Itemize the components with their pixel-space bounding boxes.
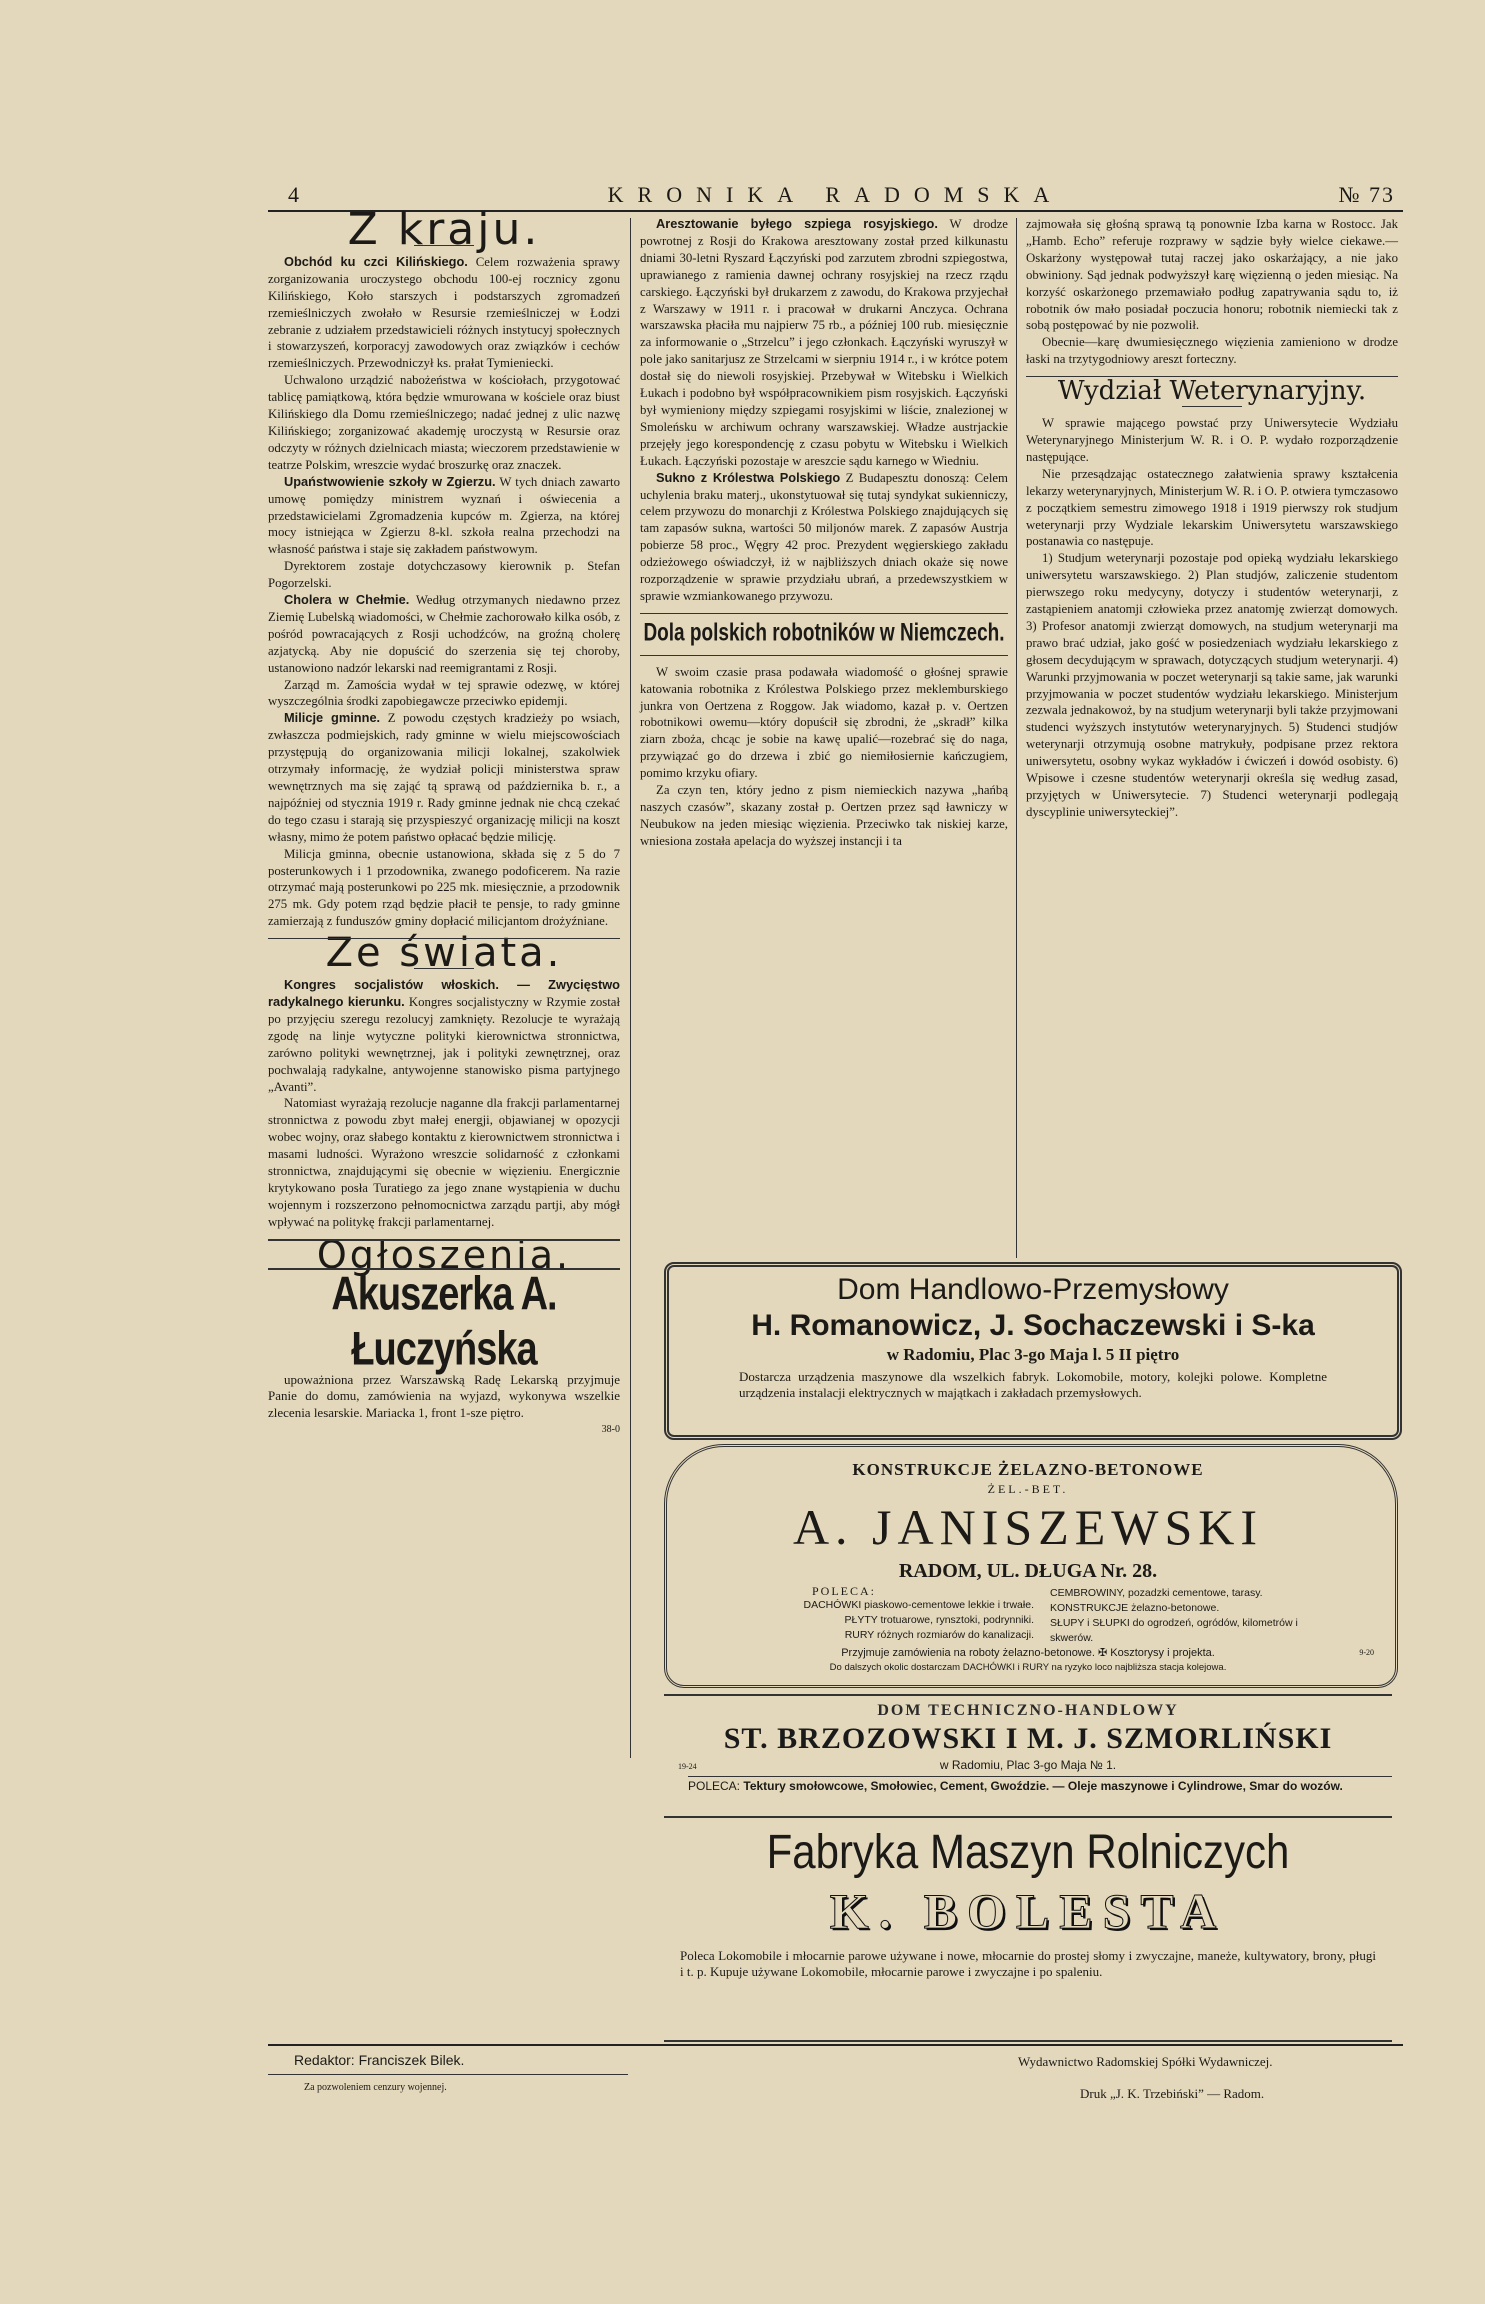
ad-brzozowski xyxy=(664,1694,1392,1808)
ornament-rule xyxy=(1182,406,1242,407)
ad-janiszewski-top: KONSTRUKCJE ŻELAZNO-BETONOWE xyxy=(852,1460,1204,1479)
article-text: Dyrektorem zostaje dotychczasowy kierownik p. Stefan Pogorzelski. xyxy=(268,559,620,591)
ad-code: 19-24 xyxy=(678,1762,697,1771)
section-rule xyxy=(640,655,1008,656)
column-rule xyxy=(630,218,631,1758)
section-title-z-kraju: Z kraju. xyxy=(347,204,541,255)
page-number: 4 xyxy=(288,182,301,207)
ad-janiszewski-bottom2: Do dalszych okolic dostarczam DACHÓWKI i RURY na ryzyko loco najbliższa stacja kolejowa. xyxy=(829,1662,1227,1673)
article-zgierz xyxy=(268,474,620,559)
footer-rule xyxy=(268,2044,1403,2046)
ad-bolesta-text: Poleca Lokomobile i młocarnie parowe używane i nowe, młocarnie do prostej słomy i zwyczajne, maneże, kultywatory, brony, pługi i t. p. Kupuje używane Lokomobile, młocarnie parowe i zwyczajne i po spaleniu. xyxy=(680,1948,1376,1979)
ad-janiszewski-bottom1: Przyjmuje zamówienia na roboty żelazno-betonowe. ✠ Kosztorysy i projekta. xyxy=(841,1647,1215,1659)
article-title: Milicje gminne. xyxy=(284,710,381,726)
article-title: Cholera w Chełmie. xyxy=(284,592,410,608)
section-title-ogloszenia: Ogłoszenia. xyxy=(316,1232,572,1277)
section-rule xyxy=(640,613,1008,614)
section-rule xyxy=(1026,376,1398,377)
ad-brzozowski-items xyxy=(688,1776,1392,1793)
ad-janiszewski-name: A. JANISZEWSKI xyxy=(792,1499,1264,1555)
article-title: Sukno z Królestwa Polskiego xyxy=(656,469,841,485)
article-kilinski xyxy=(268,254,620,372)
article-text: W drodze powrotnej z Rosji do Krakowa aresztowany został przed kilkunastu dniami 30-letni Ryszard Łączyński pod zarzutem zbrodni szpiegostwa, uprawianego z ramienia dawnej ochrany rosyjskiej na rzecz rządu carskiego. Łączyński był drukarzem z zawodu, do Krakowa przyjechał z Warszawy w 1911 r. i pracował w drukarni Anczyca. Ochrana warszawska płaciła mu najpierw 75 rb., a później 100 rub. miesięcznie za informowanie o „Strzelcu” i jego członkach. Łączyński wyruszył w pole jako sanitarjusz ze Strzelcami w sierpniu 1914 r., i w krótce potem dostał się do niewoli rosyjskiej. Przebywał w Witebsku i Wielkich Łukach i podobno był współpracownikiem pism rosyjskich. Łączyński był wymieniony między szpiegami rosyjskimi w liście, znalezionej w Smoleńsku w archiwum ochrany warszawskiej. Władze austrjackie przejęły jego korespondencję z czasu pobytu w Witebsku i Wielkich Łukach. Łączyński pozostaje w areszcie sądu karnego w Wiedniu. xyxy=(640,217,1008,468)
footer-editor: Redaktor: Franciszek Bilek. xyxy=(294,2052,465,2068)
newspaper-sheet xyxy=(268,182,1403,2164)
section-rule xyxy=(268,938,620,939)
ad-line: SŁUPY i SŁUPKI do ogrodzeń, ogródów, kilometrów i skwerów. xyxy=(1050,1617,1298,1644)
section-title-weterynaryjny: Wydział Weterynaryjny. xyxy=(1057,376,1367,407)
ad-romanowicz xyxy=(664,1262,1402,1440)
ad-janiszewski xyxy=(664,1444,1392,1682)
article-sukno xyxy=(640,470,1008,605)
article-text: W sprawie mającego powstać przy Uniwersytecie Wydziału Weterynaryjnego Ministerjum W. R. i O. P. wydało rozporządzenie następujące. xyxy=(1026,416,1398,464)
article-kongres xyxy=(268,977,620,1095)
column-3 xyxy=(1026,216,1398,821)
column-1 xyxy=(268,204,621,1439)
footer-printer: Druk „J. K. Trzebiński” — Radom. xyxy=(1080,2086,1265,2101)
article-milicje xyxy=(268,710,620,845)
article-text: Nie przesądzając ostatecznego załatwienia sprawy kształcenia lekarzy weterynaryjnych, Ministerjum W. R. i O. P. otwiera tymczasowo z początkiem semestru zimowego 1918 i 1919 pierwszy rok studjum weterynarji przy Wydziale lekarskim Uniwersytetu warszawskiego postanawia co następuje. xyxy=(1026,466,1398,549)
article-text: zajmowała się głośną sprawą tą ponownie Izba karna w Rostocc. Jak „Hamb. Echo” referuje rozprawy w sądzie były wielce ciekawe.—Oskarżony występował tutaj raczej jako oskarżający, a nie jako obwiniony. Sąd jednak podwyższył karę więzienną o jeden miesiąc. Na korzyść oskarżonego przemawiało podług zapatrywania sądu to, iż robotnik ów mało posiadał poczucia honoru; robotnik niemiecki tak z sobą postępować by nie pozwolił. xyxy=(1026,217,1398,333)
footer-censorship: Za pozwoleniem cenzury wojennej. xyxy=(304,2082,447,2093)
column-rule xyxy=(1016,218,1017,1258)
article-text: Celem rozważenia sprawy zorganizowania uroczystego obchodu 100-ej rocznicy zgonu Kilińskiego, Koło starszych i podstarszych zgromadzeń rzemieślniczych zwołało w Resursie rzemieślniczej w Łodzi zebranie z udziałem przedstawicieli różnych instytucyj społecznych i stowarzyszeń, korporacyj zawodowych oraz związków i cechów rzemieślniczych. Przewodniczył ks. prałat Tymieniecki. xyxy=(268,254,620,371)
article-title-dola: Dola polskich robotników w Niemczech. xyxy=(643,619,1005,647)
ad-janiszewski-address: RADOM, UL. DŁUGA Nr. 28. xyxy=(898,1560,1158,1582)
article-text: Według otrzymanych niedawno przez Ziemię Lubelską wiadomości, w Chełmie zachorowało kilka osób, z pośród powracających z Rosji uchodźców, na groźną cholerę azjatycką. Aby nie dopuścić do szerzenia się tej choroby, ustanowiono nadzór lekarski nad reemigrantami z Rosji. xyxy=(268,593,620,675)
ad-line: KONSTRUKCJE żelazno-betonowe. xyxy=(1050,1602,1220,1614)
article-text: W tych dniach zawarto umowę pomiędzy ministrem wyznań i oświecenia a przedstawicielami Zgromadzenia kupców m. Zgierza, na której mocy istniejąca w Zgierzu 8-kl. szkoła realna przechodzi na własność państwa i staje się zakładem państwowym. xyxy=(268,474,620,557)
footer-publisher: Wydawnictwo Radomskiej Spółki Wydawniczej. xyxy=(1018,2054,1273,2069)
ad-brzozowski-poleca: POLECA: xyxy=(688,1779,741,1793)
ad-janiszewski-right xyxy=(1050,1586,1340,1646)
ad-line: PŁYTY trotuarowe, rynsztoki, podrynniki. xyxy=(844,1614,1034,1626)
ad-brzozowski-address: w Radomiu, Plac 3-go Maja № 1. xyxy=(939,1758,1117,1772)
ad-romanowicz-text: Dostarcza urządzenia maszynowe dla wszelkich fabryk. Lokomobile, motory, kolejki polowe. Kompletne urządzenia instalacji elektrycznych w majątkach i zakładach przemysłowych. xyxy=(739,1369,1327,1400)
ad-romanowicz-address: w Radomiu, Plac 3-go Maja l. 5 II piętro xyxy=(886,1345,1180,1364)
article-text: Zarząd m. Zamościa wydał w tej sprawie odezwę, w której wyszczególnia środki zapobiegawcze przeciwko epidemji. xyxy=(268,677,620,709)
section-title-ze-swiata: Ze świata. xyxy=(325,930,563,977)
ad-line: CEMBROWINY, pozadzki cementowe, tarasy. xyxy=(1050,1587,1263,1599)
article-text: W swoim czasie prasa podawała wiadomość o głośnej sprawie katowania robotnika z Królestwa Polskiego przez meklemburskiego junkra von Oertzena z Roggow. Jak wiadomo, kazał p. v. Oertzen robotnikowi owemu—który dopuścił się zbrodni, że „skradł” kilka ziarn zboża, chcąc je sobie na kawę upalić—rozebrać się do naga, przywiązać go do drzewa i zbić go niemiłosiernie kańczugiem, pomimo krzyku ofiary. xyxy=(640,664,1008,781)
article-text: Kongres socjalistyczny w Rzymie został po przyjęciu szeregu rezolucyj zamknięty. Rezolucje te wyrażają zgodę na linje wytyczne polityki kierownictwa stronnictwa, zarówno polityki wewnętrznej, jak i polityki zewnętrznej, oraz pochwalają radykalne, antywojenne stanowisko pisma partyjnego „Avanti”. xyxy=(268,994,621,1094)
ad-code: 9-20 xyxy=(1359,1648,1374,1657)
ad-brzozowski-names: ST. BRZOZOWSKI I M. J. SZMORLIŃSKI xyxy=(723,1722,1333,1755)
article-text: Za czyn ten, który jedno z pism niemieckich nazywa „hańbą naszych czasów”, skazany został p. Oertzen przez sąd ławniczy w Neubukow na jeden miesiąc więzienia. Przeciwko tak niskiej karze, wniesiona została apelacja do wyższej instancji i ta xyxy=(640,783,1008,848)
article-text: Uchwalono urządzić nabożeństwa w kościołach, przygotować tablicę pamiątkową, która będzie wmurowana w kościele oraz biust Kilińskiego dla Domu rzemieślniczego; nadać jednej z ulic nazwę Kilińskiego; zorganizować akademję uroczystą w Resursie oraz odczyty w różnych dzielnicach miasta; wieczorem przedstawienie w teatrze Polskim, wreszcie wydać broszurkę oraz znaczek. xyxy=(268,373,620,472)
ad-romanowicz-title: Dom Handlowo-Przemysłowy xyxy=(837,1273,1229,1306)
article-title: Obchód ku czci Kilińskiego. xyxy=(284,253,468,269)
ad-bolesta-name: K. BOLESTA xyxy=(829,1883,1227,1939)
issue-number: № 73 xyxy=(1338,182,1395,207)
ad-code: 38-0 xyxy=(601,1424,620,1436)
footer-rule xyxy=(268,2074,628,2075)
article-title: Kongres socjalistów włoskich. — Zwycięstwo radykalnego kierunku. xyxy=(268,977,620,1009)
article-cholera xyxy=(268,592,620,677)
masthead: KRONIKA RADOMSKA xyxy=(607,182,1064,207)
ad-janiszewski-sub: ŻEL.-BET. xyxy=(987,1482,1069,1496)
column-2 xyxy=(640,216,1008,850)
article-text: Obecnie—karę dwumiesięcznego więzienia zamieniono w drodze łaski na trzytygodniowy areszt forteczny. xyxy=(1026,335,1398,367)
ad-line: DACHÓWKI piaskowo-cementowe lekkie i trwałe. xyxy=(803,1599,1034,1611)
ad-janiszewski-left xyxy=(714,1598,1034,1643)
article-text: Milicja gminna, obecnie ustanowiona, składa się z 5 do 7 posterunkowych i 1 przodownika, zwanego podoficerem. Na razie otrzymać mają posterunkowi po 225 mk. miesięcznie, a przodownik 275 mk. Gdy potem rząd będzie płacił te pensje, to rady gminne zamierzają z funduszów gminy dopłacić milicjantom drożyźniane. xyxy=(268,846,620,929)
ad-bolesta xyxy=(664,1816,1392,2042)
ad-brzozowski-list: Tektury smołowcowe, Smołowiec, Cement, Gwoździe. — Oleje maszynowe i Cylindrowe, Smar do wozów. xyxy=(743,1779,1343,1793)
article-title: Aresztowanie byłego szpiega rosyjskiego. xyxy=(656,216,938,231)
article-aresztowanie xyxy=(640,216,1008,470)
article-text: 1) Studjum weterynarji pozostaje pod opieką wydziału lekarskiego uniwersytetu warszawskiego. 2) Plan studjów, zaliczenie studentom pierwszego roku medycyny, dotyczy i studentów weterynarji, z zastąpieniem anatomji człowieka przez anatomję zwierząt domowych. 3) Profesor anatomji zwierząt domowych, na studjum weterynarji ma prawo brać udział, jako gość w posiedzeniach wydziału lekarskiego z głosem decydującym w sprawach, dotyczących studjum weterynarji. 4) Warunki przyjmowania w poczet weterynarji są takie same, jak warunki przyjmowania w poczet studentów wydziału lekarskiego. Ministerjum zezwala jednakowoż, by na studjum weterynarji byli także przyjmowani studenci wyższych instytutów weterynaryjnych. 5) Studenci studjów weterynarji otrzymują osobne matrykuły, podpisane przez rektora uniwersytetu, osobny wykaz wykładów i ćwiczeń i dowód osobisty. 6) Wpisowe i czesne studentów weterynarji określa się według zasad, przyjętych w Uniwersytecie. 7) Studenci weterynarji podlegają dyscyplinie uniwersyteckiej”. xyxy=(1026,551,1398,819)
article-text: Natomiast wyrażają rezolucje naganne dla frakcji parlamentarnej stronnictwa z powodu zbyt małej energji, objawianej w opozycji wobec wojny, oraz słabego kontaktu z kierownictwem stronnictwa i masami ludności. Wyrażono wreszcie solidarność z członkami stronnictwa, znajdującymi się obecnie w więzieniu. Energicznie krytykowano posła Turatiego za jego znane wystąpienia w duchu wojennym i rozszerzono pełnomocnictwa zarządu partji, aby mógł wpływać na politykę frakcji parlamentarnej. xyxy=(268,1096,620,1229)
ad-romanowicz-names: H. Romanowicz, J. Sochaczewski i S-ka xyxy=(751,1309,1315,1342)
ad-akuszerka-title: Akuszerka A. Łuczyńska xyxy=(331,1267,557,1376)
ad-brzozowski-top: DOM TECHNICZNO-HANDLOWY xyxy=(877,1702,1179,1719)
article-text: Z powodu częstych kradzieży po wsiach, zwłaszcza podmiejskich, rady gminne w wielu miejscowościach przystępują do organizowania milicji lokalnej, szakolwiek otrzymały informację, że wydział policji ministerstwa spraw wewnętrznych ma się zająć tą sprawą od października b. r., a najpóźniej od stycznia 1919 r. Rady gminne jednak nie chcą czekać do tego czasu i starają się przyspieszyć organizację milicji na koszt własny, mimo że potem państwo opłacać będzie milicję. xyxy=(268,711,620,844)
article-title: Upaństwowienie szkoły w Zgierzu. xyxy=(284,473,496,489)
ad-bolesta-title: Fabryka Maszyn Rolniczych xyxy=(766,1824,1290,1879)
ad-janiszewski-poleca: POLECA: xyxy=(811,1584,876,1598)
ad-akuszerka-text: upoważniona przez Warszawską Radę Lekarską przyjmuje Panie do domu, zamówienia na wyjazd, wykonywa wszelkie zlecenia lesarskie. Mariacka 1, front 1-sze piętro. xyxy=(268,1371,620,1421)
section-rule xyxy=(268,1239,620,1241)
article-text: Z Budapesztu donoszą: Celem uchylenia braku materj., ukonstytuował się tutaj syndykat sukienniczy, celem przywozu do monarchji z Królestwa Polskiego znajdujących się tam zapasów sukna, wartości 50 miljonów marek. Z zapasów Austrja pobierze 58 proc., Węgry 42 proc. Prezydent węgierskiego zakładu odzieżowego oświadczył, iż w najbliższych dniach okaże się nowe rozporządzenie w sprawie przydziału ubrań, a przedewszystkiem w sprawie wzmiankowanego przywozu. xyxy=(640,470,1009,603)
ad-line: RURY różnych rozmiarów do kanalizacji. xyxy=(844,1629,1034,1641)
